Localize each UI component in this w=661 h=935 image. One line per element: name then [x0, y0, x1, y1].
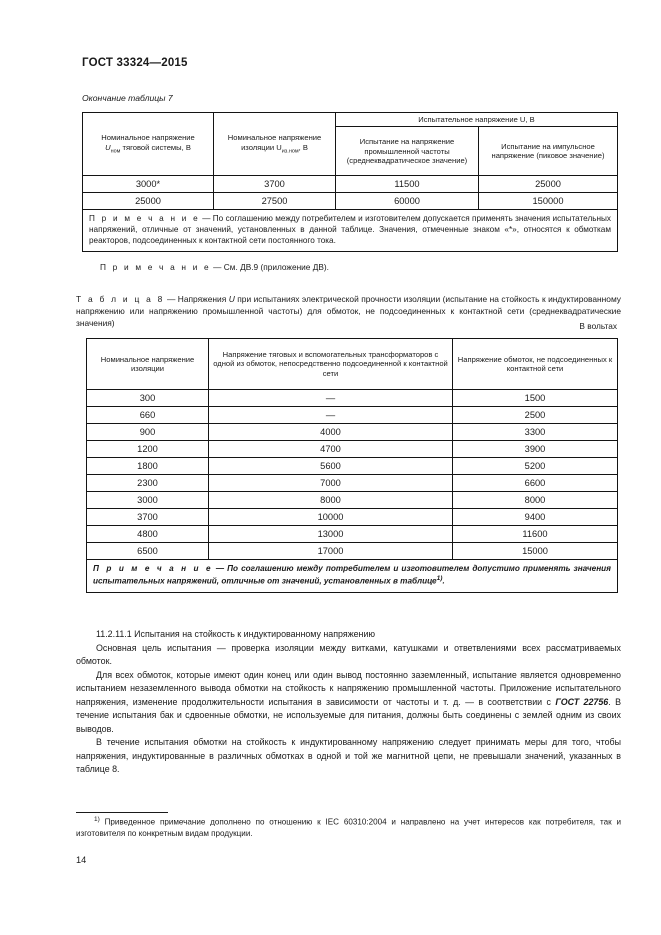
table-row [87, 407, 618, 424]
table7-col1-header: Номинальное напряжение $U_{ном}$ тяговой системы, В [83, 113, 214, 176]
table7-col4-header: Испытание на импульсное напряжение (пиковое значение) [479, 127, 618, 176]
table-row [87, 390, 618, 407]
cell: 4700 [209, 441, 453, 458]
table-row [87, 526, 618, 543]
cell: 3700 [214, 176, 336, 193]
cell: 2300 [87, 475, 209, 492]
cell: 1200 [87, 441, 209, 458]
table8-caption: Т а б л и ц а 8 — Напряжения U при испытаниях электрической прочности изоляции (испытание на стойкость к индуктированному напряжению или напряжению промышленной частоты) для обмоток, не подсоединенных к контактной сети (среднеквадратические значения) [76, 294, 621, 329]
cell: 900 [87, 424, 209, 441]
cell: 3700 [87, 509, 209, 526]
cell: 3000* [83, 176, 214, 193]
paragraph-1: Основная цель испытания — проверка изоляции между витками, катушками и ответвлениями всех рассматриваемых обмоток. [76, 642, 621, 667]
footnote: $^{1)}$ Приведенное примечание дополнено по отношению к IEC 60310:2004 и направлено на учет интересов как потребителя, так и изготовителя по конкретным видам продукции. [76, 816, 621, 839]
cell: 4000 [209, 424, 453, 441]
cell: 8000 [209, 492, 453, 509]
table-8 [86, 338, 618, 593]
cell: 25000 [83, 193, 214, 210]
cell: 660 [87, 407, 209, 424]
cell: — [209, 407, 453, 424]
table-row [87, 543, 618, 560]
cell: 300 [87, 390, 209, 407]
cell: 6500 [87, 543, 209, 560]
cell: — [209, 390, 453, 407]
table7-group-header: Испытательное напряжение U, В [336, 113, 618, 127]
cell: 5200 [453, 458, 618, 475]
cell: 11600 [453, 526, 618, 543]
table-row [83, 176, 618, 193]
table-7 [82, 112, 618, 252]
cell: 6600 [453, 475, 618, 492]
cell: 11500 [336, 176, 479, 193]
cell: 8000 [453, 492, 618, 509]
paragraph-3: В течение испытания обмотки на стойкость к индуктированному напряжению следует принимать меры для того, чтобы напряжения, индуктированные в различных обмотках в одной и той же магнитной цепи, не превышали значений, указанных в таблице 8. [76, 737, 621, 775]
paragraph-2: Для всех обмоток, которые имеют один конец или один вывод постоянно заземленный, испытание является одновременно испытанием незаземленного вывода обмотки на стойкость к напряжению промышленной частоты. Приложение испытательного напряжения, изменение продолжительности испытания в зависимости от частоты и т. д. — в соответствии с ГОСТ 22756. В течение испытания бак и сдвоенные обмотки, не используемые для питания, должны быть соединены с землей одним из своих выводов. [76, 669, 621, 734]
cell: 25000 [479, 176, 618, 193]
standard-number-header: ГОСТ 33324—2015 [82, 57, 188, 69]
table8-col2-header: Напряжение тяговых и вспомогательных трансформаторов с одной из обмоток, непосредственно подсоединенной к контактной сети [209, 339, 453, 390]
table8-units-label: В вольтах [579, 321, 617, 331]
cell: 150000 [479, 193, 618, 210]
cell: 7000 [209, 475, 453, 492]
table-row [87, 441, 618, 458]
table7-note-row [83, 210, 618, 251]
cell: 3000 [87, 492, 209, 509]
table-row [83, 193, 618, 210]
table-row [87, 475, 618, 492]
cell: 17000 [209, 543, 453, 560]
table-row [87, 509, 618, 526]
gost-reference: ГОСТ 22756 [555, 696, 609, 707]
cell: 1500 [453, 390, 618, 407]
table7-col3-header: Испытание на напряжение промышленной частоты (среднеквадратическое значение) [336, 127, 479, 176]
table-row [87, 458, 618, 475]
table7-header-row-top [83, 113, 618, 127]
table-row [87, 492, 618, 509]
clause-heading: 11.2.11.1 Испытания на стойкость к индуктированному напряжению [96, 629, 376, 639]
cell: 60000 [336, 193, 479, 210]
cell: 9400 [453, 509, 618, 526]
cell: 4800 [87, 526, 209, 543]
cell: 27500 [214, 193, 336, 210]
body-text-block [76, 628, 621, 777]
table7-col2-header: Номинальное напряжение изоляции $U_{из.ном}$, В [214, 113, 336, 176]
footnote-separator [76, 812, 168, 813]
table8-col3-header: Напряжение обмоток, не подсоединенных к контактной сети [453, 339, 618, 390]
cell: 5600 [209, 458, 453, 475]
cell: 15000 [453, 543, 618, 560]
table-row [87, 424, 618, 441]
table7-note: П р и м е ч а н и е — По соглашению между потребителем и изготовителем допускается применять значения испытательных напряжений, отличные от значений, установленных в данной таблице. Значения, отмеченные знаком «*», относятся к обмоткам реакторов, подсоединенных к контактной сети постоянного тока. [83, 210, 618, 251]
table7-continuation-caption: Окончание таблицы 7 [82, 93, 173, 103]
cell: 13000 [209, 526, 453, 543]
page-number: 14 [76, 855, 87, 865]
cell: 10000 [209, 509, 453, 526]
cell: 1800 [87, 458, 209, 475]
table8-note-row [87, 560, 618, 593]
cell: 2500 [453, 407, 618, 424]
cell: 3900 [453, 441, 618, 458]
reference-note: П р и м е ч а н и е — См. ДВ.9 (приложение ДВ). [100, 262, 329, 272]
cell: 3300 [453, 424, 618, 441]
table8-col1-header: Номинальное напряжение изоляции [87, 339, 209, 390]
table8-note: П р и м е ч а н и е — По соглашению между потребителем и изготовителем допустимо применять значения испытательных напряжений, отличные от значений, установленных в таблице$^{1)}$. [87, 560, 618, 593]
table8-header-row [87, 339, 618, 390]
